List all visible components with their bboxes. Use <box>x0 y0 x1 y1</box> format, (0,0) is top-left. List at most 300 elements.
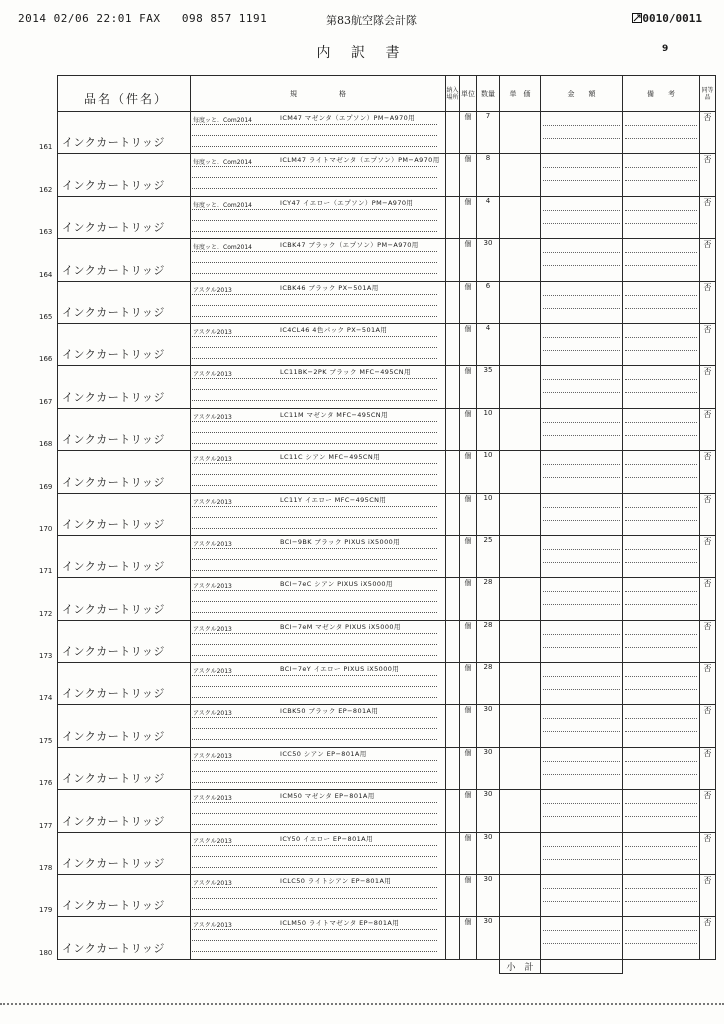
spec-description: ICM50 マゼンタ EP−801A用 <box>280 792 375 801</box>
cell-note <box>623 239 700 281</box>
cell-equiv-flag: 否 <box>700 832 716 874</box>
row-number: 170 <box>39 524 53 533</box>
cell-note <box>623 832 700 874</box>
fax-header <box>0 10 724 28</box>
spec-vendor: アスクル2013 <box>193 456 232 464</box>
cell-amount <box>541 705 623 747</box>
cell-name <box>39 112 191 154</box>
subtotal-amount <box>541 959 623 973</box>
cell-name <box>39 239 191 281</box>
spec-vendor: 每度ッと．Com2014 <box>193 201 252 209</box>
cell-spec <box>191 917 446 959</box>
product-name: インクカートリッジ <box>62 517 165 531</box>
cell-amount <box>541 323 623 365</box>
cell-unit-price <box>500 535 541 577</box>
cell-qty: 30 <box>477 239 500 281</box>
cell-equiv-flag: 否 <box>700 663 716 705</box>
table-row <box>58 917 716 959</box>
cell-qty: 30 <box>477 705 500 747</box>
spec-description: ICBK50 ブラック EP−801A用 <box>280 707 379 716</box>
table-row <box>58 875 716 917</box>
product-name: インクカートリッジ <box>62 305 165 319</box>
cell-qty: 10 <box>477 451 500 493</box>
table-header-row <box>58 76 716 112</box>
table-row <box>58 239 716 281</box>
fax-page-counter: 0010/0011 <box>632 12 702 25</box>
cell-amount <box>541 620 623 662</box>
cell-unit: 個 <box>460 196 477 238</box>
cell-unit: 個 <box>460 451 477 493</box>
cell-unit-price <box>500 663 541 705</box>
cell-amount <box>541 281 623 323</box>
cell-spec <box>191 790 446 832</box>
fax-page-icon <box>632 13 642 23</box>
cell-qty: 28 <box>477 620 500 662</box>
cell-delivery <box>446 620 460 662</box>
cell-delivery <box>446 663 460 705</box>
cell-note <box>623 112 700 154</box>
header-equiv: 同等品 <box>700 76 716 112</box>
cell-unit-price <box>500 154 541 196</box>
cell-qty: 6 <box>477 281 500 323</box>
spec-description: LC11BK−2PK ブラック MFC−495CN用 <box>280 368 411 377</box>
cell-spec <box>191 705 446 747</box>
row-number: 179 <box>39 906 53 915</box>
cell-spec <box>191 663 446 705</box>
cell-spec <box>191 875 446 917</box>
page-title: 内 訳 書 <box>316 45 408 61</box>
table-row <box>58 790 716 832</box>
cell-spec <box>191 578 446 620</box>
cell-equiv-flag: 否 <box>700 705 716 747</box>
cell-equiv-flag: 否 <box>700 196 716 238</box>
cell-amount <box>541 408 623 450</box>
cell-unit-price <box>500 451 541 493</box>
cell-name <box>39 366 191 408</box>
cell-delivery <box>446 112 460 154</box>
cell-unit-price <box>500 747 541 789</box>
row-number: 165 <box>39 312 53 321</box>
subtotal-row <box>58 959 716 973</box>
product-name: インクカートリッジ <box>62 433 165 447</box>
subtotal-label: 小 計 <box>500 959 541 973</box>
cell-name <box>39 917 191 959</box>
cell-amount <box>541 451 623 493</box>
cell-amount <box>541 832 623 874</box>
cell-equiv-flag: 否 <box>700 875 716 917</box>
row-number: 168 <box>39 440 53 449</box>
cell-spec <box>191 366 446 408</box>
cell-unit-price <box>500 620 541 662</box>
spec-vendor: アスクル2013 <box>193 752 232 760</box>
cell-note <box>623 790 700 832</box>
product-name: インクカートリッジ <box>62 348 165 362</box>
product-name: インクカートリッジ <box>62 687 165 701</box>
cell-amount <box>541 747 623 789</box>
cell-qty: 30 <box>477 875 500 917</box>
cell-delivery <box>446 408 460 450</box>
cell-note <box>623 323 700 365</box>
header-unit-price: 単 価 <box>500 76 541 112</box>
spec-description: ICM47 マゼンタ（エプソン）PM−A970用 <box>280 114 416 122</box>
row-number: 175 <box>39 736 53 745</box>
cell-unit-price <box>500 917 541 959</box>
cell-note <box>623 196 700 238</box>
row-number: 180 <box>39 948 53 957</box>
cell-unit: 個 <box>460 578 477 620</box>
cell-delivery <box>446 535 460 577</box>
spec-vendor: 每度ッと．Com2014 <box>193 117 252 124</box>
table-row <box>58 281 716 323</box>
header-qty: 数量 <box>477 76 500 112</box>
cell-name <box>39 832 191 874</box>
spec-description: BCI−7eC シアン PIXUS iX5000用 <box>280 580 393 589</box>
fax-number: 098 857 1191 <box>181 12 268 25</box>
row-number: 161 <box>39 143 53 152</box>
table-row <box>58 451 716 493</box>
cell-equiv-flag: 否 <box>700 535 716 577</box>
cell-name <box>39 875 191 917</box>
cell-qty: 30 <box>477 747 500 789</box>
cell-spec <box>191 239 446 281</box>
cell-amount <box>541 790 623 832</box>
row-number: 171 <box>39 567 53 576</box>
cell-note <box>623 493 700 535</box>
table-row <box>58 747 716 789</box>
row-number: 163 <box>39 228 53 237</box>
product-name: インクカートリッジ <box>62 560 165 574</box>
cell-spec <box>191 535 446 577</box>
spec-vendor: アスクル2013 <box>193 880 232 888</box>
cell-spec <box>191 493 446 535</box>
header-name: 品名（件名） <box>58 76 191 112</box>
cell-equiv-flag: 否 <box>700 620 716 662</box>
cell-qty: 4 <box>477 196 500 238</box>
cell-spec <box>191 620 446 662</box>
spec-vendor: アスクル2013 <box>193 371 232 379</box>
row-number: 169 <box>39 482 53 491</box>
spec-description: ICY47 イエロー（エプソン）PM−A970用 <box>280 198 414 207</box>
header-note: 備 考 <box>623 76 700 112</box>
cell-note <box>623 578 700 620</box>
cell-equiv-flag: 否 <box>700 154 716 196</box>
breakdown-table <box>39 75 716 974</box>
page-number: 9 <box>662 44 669 54</box>
cell-spec <box>191 154 446 196</box>
cell-spec <box>191 747 446 789</box>
table-row <box>58 493 716 535</box>
table-row <box>58 832 716 874</box>
cell-qty: 4 <box>477 323 500 365</box>
cell-amount <box>541 239 623 281</box>
cell-amount <box>541 917 623 959</box>
cell-note <box>623 663 700 705</box>
cell-unit-price <box>500 366 541 408</box>
cell-spec <box>191 323 446 365</box>
cell-note <box>623 705 700 747</box>
spec-description: LC11C シアン MFC−495CN用 <box>280 453 380 462</box>
cell-qty: 7 <box>477 112 500 154</box>
cell-qty: 35 <box>477 366 500 408</box>
cell-spec <box>191 451 446 493</box>
product-name: インクカートリッジ <box>62 645 165 659</box>
cell-delivery <box>446 239 460 281</box>
cell-amount <box>541 493 623 535</box>
cell-amount <box>541 535 623 577</box>
cell-unit-price <box>500 493 541 535</box>
cell-amount <box>541 578 623 620</box>
table-row <box>58 535 716 577</box>
cell-qty: 30 <box>477 832 500 874</box>
row-number: 176 <box>39 779 53 788</box>
spec-description: ICLM50 ライトマゼンタ EP−801A用 <box>280 919 400 928</box>
spec-vendor: アスクル2013 <box>193 795 232 803</box>
cell-qty: 10 <box>477 493 500 535</box>
cell-unit: 個 <box>460 832 477 874</box>
cell-unit: 個 <box>460 323 477 365</box>
cell-amount <box>541 366 623 408</box>
cell-unit: 個 <box>460 917 477 959</box>
spec-vendor: 每度ッと．Com2014 <box>193 159 252 167</box>
cell-delivery <box>446 323 460 365</box>
cell-note <box>623 366 700 408</box>
cell-name <box>39 705 191 747</box>
cell-delivery <box>446 366 460 408</box>
cell-unit: 個 <box>460 747 477 789</box>
row-number: 178 <box>39 864 53 873</box>
table-row <box>58 705 716 747</box>
row-number: 167 <box>39 397 53 406</box>
table-row <box>58 154 716 196</box>
cell-equiv-flag: 否 <box>700 790 716 832</box>
cell-unit: 個 <box>460 239 477 281</box>
cell-spec <box>191 281 446 323</box>
row-number: 174 <box>39 694 53 703</box>
spec-vendor: アスクル2013 <box>193 498 232 506</box>
cell-note <box>623 875 700 917</box>
row-number: 172 <box>39 609 53 618</box>
row-number: 166 <box>39 355 53 364</box>
cell-unit-price <box>500 239 541 281</box>
product-name: インクカートリッジ <box>62 814 165 828</box>
cell-note <box>623 620 700 662</box>
spec-description: IC4CL46 4色パック PX−501A用 <box>280 325 388 334</box>
cell-delivery <box>446 790 460 832</box>
cell-note <box>623 747 700 789</box>
product-name: インクカートリッジ <box>62 475 165 489</box>
cell-equiv-flag: 否 <box>700 323 716 365</box>
cell-qty: 30 <box>477 790 500 832</box>
row-number: 164 <box>39 270 53 279</box>
cell-unit: 個 <box>460 663 477 705</box>
product-name: インクカートリッジ <box>62 941 165 955</box>
cell-unit-price <box>500 408 541 450</box>
table-row <box>58 408 716 450</box>
cell-name <box>39 535 191 577</box>
table-row <box>58 366 716 408</box>
table-row <box>58 620 716 662</box>
cell-name <box>39 323 191 365</box>
cell-amount <box>541 196 623 238</box>
cell-spec <box>191 408 446 450</box>
cell-delivery <box>446 493 460 535</box>
row-number: 162 <box>39 185 53 194</box>
cell-unit-price <box>500 790 541 832</box>
cell-note <box>623 451 700 493</box>
cell-equiv-flag: 否 <box>700 366 716 408</box>
cell-unit-price <box>500 281 541 323</box>
cell-unit-price <box>500 875 541 917</box>
cell-name <box>39 451 191 493</box>
cell-equiv-flag: 否 <box>700 747 716 789</box>
spec-vendor: アスクル2013 <box>193 668 232 676</box>
cell-name <box>39 154 191 196</box>
cell-unit: 個 <box>460 408 477 450</box>
cell-unit: 個 <box>460 875 477 917</box>
fax-datetime: 2014 02/06 22:01 FAX 098 857 1191 <box>18 12 268 25</box>
cell-note <box>623 408 700 450</box>
table-row <box>58 578 716 620</box>
cell-equiv-flag: 否 <box>700 578 716 620</box>
cell-name <box>39 408 191 450</box>
product-name: インクカートリッジ <box>62 602 165 616</box>
row-number: 177 <box>39 821 53 830</box>
spec-description: ICLC50 ライトシアン EP−801A用 <box>280 877 392 886</box>
cell-spec <box>191 112 446 154</box>
cell-unit: 個 <box>460 154 477 196</box>
cell-amount <box>541 154 623 196</box>
cell-unit: 個 <box>460 705 477 747</box>
cell-delivery <box>446 832 460 874</box>
spec-vendor: アスクル2013 <box>193 583 232 591</box>
product-name: インクカートリッジ <box>62 263 165 277</box>
cell-equiv-flag: 否 <box>700 112 716 154</box>
cell-delivery <box>446 705 460 747</box>
cell-equiv-flag: 否 <box>700 281 716 323</box>
cell-name <box>39 747 191 789</box>
cell-delivery <box>446 154 460 196</box>
cell-note <box>623 281 700 323</box>
spec-vendor: アスクル2013 <box>193 922 232 930</box>
fax-sender: 第83航空隊会計隊 <box>326 14 417 27</box>
cell-unit: 個 <box>460 112 477 154</box>
cell-delivery <box>446 747 460 789</box>
cell-qty: 30 <box>477 917 500 959</box>
cell-spec <box>191 196 446 238</box>
header-delivery: 納入場所 <box>446 76 460 112</box>
spec-description: ICBK46 ブラック PX−501A用 <box>280 283 379 292</box>
cell-delivery <box>446 281 460 323</box>
fax-footer-line <box>0 1003 724 1005</box>
cell-equiv-flag: 否 <box>700 493 716 535</box>
cell-qty: 8 <box>477 154 500 196</box>
table-row <box>58 663 716 705</box>
spec-vendor: アスクル2013 <box>193 710 232 718</box>
product-name: インクカートリッジ <box>62 772 165 786</box>
cell-name <box>39 281 191 323</box>
spec-description: ICLM47 ライトマゼンタ（エプソン）PM−A970用 <box>280 156 440 165</box>
product-name: インクカートリッジ <box>62 136 165 150</box>
product-name: インクカートリッジ <box>62 178 165 192</box>
cell-name <box>39 663 191 705</box>
cell-unit: 個 <box>460 281 477 323</box>
spec-vendor: 每度ッと．Com2014 <box>193 244 252 252</box>
cell-amount <box>541 875 623 917</box>
table-row <box>58 112 716 154</box>
cell-unit-price <box>500 705 541 747</box>
cell-delivery <box>446 875 460 917</box>
cell-amount <box>541 112 623 154</box>
spec-vendor: アスクル2013 <box>193 540 232 548</box>
cell-name <box>39 578 191 620</box>
cell-equiv-flag: 否 <box>700 451 716 493</box>
cell-name <box>39 493 191 535</box>
cell-name <box>39 790 191 832</box>
header-spec: 規 格 <box>191 76 446 112</box>
cell-unit: 個 <box>460 493 477 535</box>
product-name: インクカートリッジ <box>62 857 165 871</box>
cell-equiv-flag: 否 <box>700 239 716 281</box>
cell-amount <box>541 663 623 705</box>
cell-qty: 28 <box>477 578 500 620</box>
cell-name <box>39 196 191 238</box>
table-row <box>58 196 716 238</box>
spec-vendor: アスクル2013 <box>193 837 232 845</box>
cell-delivery <box>446 196 460 238</box>
cell-qty: 10 <box>477 408 500 450</box>
cell-equiv-flag: 否 <box>700 408 716 450</box>
spec-vendor: アスクル2013 <box>193 286 232 294</box>
cell-delivery <box>446 451 460 493</box>
cell-unit: 個 <box>460 790 477 832</box>
cell-delivery <box>446 578 460 620</box>
spec-description: BCI−9BK ブラック PIXUS iX5000用 <box>280 537 401 546</box>
spec-description: LC11Y イエロー MFC−495CN用 <box>280 495 387 504</box>
cell-unit-price <box>500 323 541 365</box>
cell-unit: 個 <box>460 535 477 577</box>
spec-vendor: アスクル2013 <box>193 328 232 336</box>
cell-qty: 28 <box>477 663 500 705</box>
cell-note <box>623 154 700 196</box>
cell-unit-price <box>500 578 541 620</box>
spec-description: BCI−7eY イエロー PIXUS iX5000用 <box>280 665 400 674</box>
cell-note <box>623 535 700 577</box>
spec-description: BCI−7eM マゼンタ PIXUS iX5000用 <box>280 622 401 631</box>
cell-unit-price <box>500 832 541 874</box>
cell-note <box>623 917 700 959</box>
table-row <box>58 323 716 365</box>
cell-delivery <box>446 917 460 959</box>
cell-qty: 25 <box>477 535 500 577</box>
product-name: インクカートリッジ <box>62 221 165 235</box>
product-name: インクカートリッジ <box>62 899 165 913</box>
row-number: 173 <box>39 652 53 661</box>
spec-description: LC11M マゼンタ MFC−495CN用 <box>280 410 388 419</box>
spec-vendor: アスクル2013 <box>193 413 232 421</box>
cell-unit: 個 <box>460 620 477 662</box>
spec-description: ICC50 シアン EP−801A用 <box>280 749 367 758</box>
spec-vendor: アスクル2013 <box>193 625 232 633</box>
cell-unit-price <box>500 112 541 154</box>
cell-equiv-flag: 否 <box>700 917 716 959</box>
cell-spec <box>191 832 446 874</box>
spec-description: ICY50 イエロー EP−801A用 <box>280 834 373 843</box>
spec-description: ICBK47 ブラック（エプソン）PM−A970用 <box>280 241 419 250</box>
cell-unit: 個 <box>460 366 477 408</box>
cell-name <box>39 620 191 662</box>
header-unit: 単位 <box>460 76 477 112</box>
header-amount: 金 額 <box>541 76 623 112</box>
